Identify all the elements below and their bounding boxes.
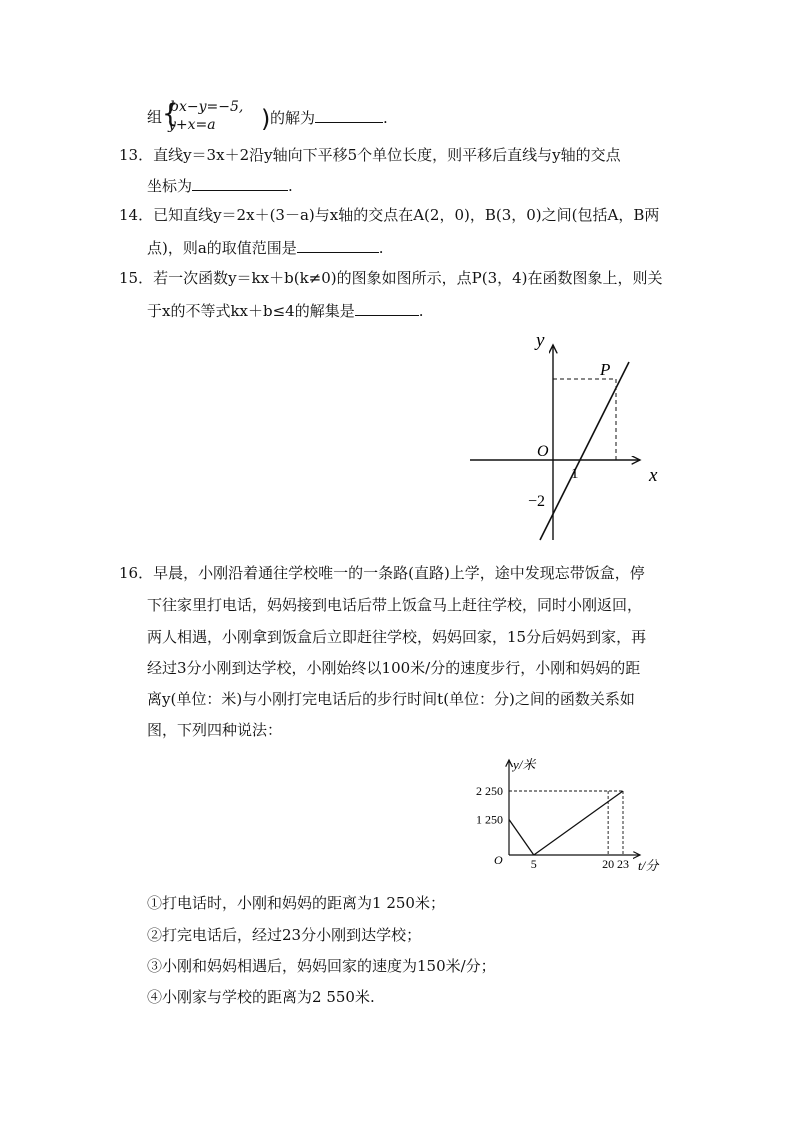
series-segment bbox=[534, 791, 623, 855]
statement-3: ③小刚和妈妈相遇后，妈妈回家的速度为150米/分； bbox=[147, 957, 496, 975]
q16-line: 两人相遇，小刚拿到饭盒后立即赶往学校，妈妈回家，15分后妈妈到家，再 bbox=[147, 628, 647, 646]
y-intercept-label: −2 bbox=[528, 493, 546, 510]
q14-line1: 14．已知直线y＝2x＋(3－a)与x轴的交点在A(2，0)，B(3，0)之间(包括A，B两 bbox=[119, 206, 660, 224]
q15-line2: 于x的不等式kx＋b≤4的解集是 . bbox=[147, 302, 424, 320]
answer-blank[interactable] bbox=[355, 300, 419, 316]
origin-label: O bbox=[494, 853, 503, 867]
q15-line1: 15．若一次函数y＝kx＋b(k≠0)的图象如图所示，点P(3，4)在函数图象上，则关 bbox=[119, 269, 663, 287]
statement-4: ④小刚家与学校的距离为2 550米. bbox=[147, 988, 375, 1006]
y-tick-label: 2 250 bbox=[476, 784, 503, 798]
q12-prefix: 组 bbox=[147, 108, 163, 126]
q12-equation-2: y+x=a bbox=[168, 117, 216, 133]
answer-blank[interactable] bbox=[297, 237, 379, 253]
x-axis-label: x bbox=[649, 465, 658, 486]
right-brace: ) bbox=[261, 105, 271, 133]
q16-line: 经过3分小刚到达学校，小刚始终以100米/分的速度步行，小刚和妈妈的距 bbox=[147, 659, 641, 677]
t-axis-label: t/分 bbox=[638, 858, 659, 873]
x-tick-label: 5 bbox=[530, 857, 537, 871]
q13-line1: 13．直线y＝3x＋2沿y轴向下平移5个单位长度，则平移后直线与y轴的交点 bbox=[119, 146, 621, 164]
q13-line2: 坐标为 . bbox=[147, 177, 293, 195]
q16-line: 图，下列四种说法： bbox=[147, 721, 283, 739]
left-brace: { bbox=[162, 99, 179, 129]
series-segment bbox=[509, 819, 534, 855]
q12-equation-1: bx−y=−5, bbox=[170, 99, 244, 115]
q16-line: 离y(单位：米)与小刚打完电话后的步行时间t(单位：分)之间的函数关系如 bbox=[147, 690, 635, 708]
q16-line: 下往家里打电话，妈妈接到电话后带上饭盒马上赶往学校，同时小刚返回， bbox=[147, 596, 643, 614]
q15-graph bbox=[465, 330, 675, 545]
x-tick-label: 23 bbox=[617, 857, 629, 871]
y-axis-label: y/米 bbox=[513, 757, 536, 772]
answer-blank[interactable] bbox=[315, 107, 383, 123]
statement-2: ②打完电话后，经过23分小刚到达学校； bbox=[147, 926, 422, 944]
q16-line: 16．早晨，小刚沿着通往学校唯一的一条路(直路)上学，途中发现忘带饭盒，停 bbox=[119, 564, 645, 582]
point-p-label: P bbox=[600, 360, 611, 379]
q12-suffix: 的解为 . bbox=[270, 109, 388, 127]
answer-blank[interactable] bbox=[192, 175, 288, 191]
x-tick-label: 20 bbox=[602, 857, 615, 871]
x-intercept-label: 1 bbox=[571, 466, 579, 482]
origin-label: O bbox=[537, 443, 549, 460]
y-tick-label: 1 250 bbox=[476, 812, 503, 827]
q16-distance-chart bbox=[465, 750, 675, 875]
q14-line2: 点)，则a的取值范围是 . bbox=[147, 239, 384, 257]
statement-1: ①打电话时，小刚和妈妈的距离为1 250米； bbox=[147, 894, 445, 912]
y-axis-label: y bbox=[536, 330, 545, 351]
